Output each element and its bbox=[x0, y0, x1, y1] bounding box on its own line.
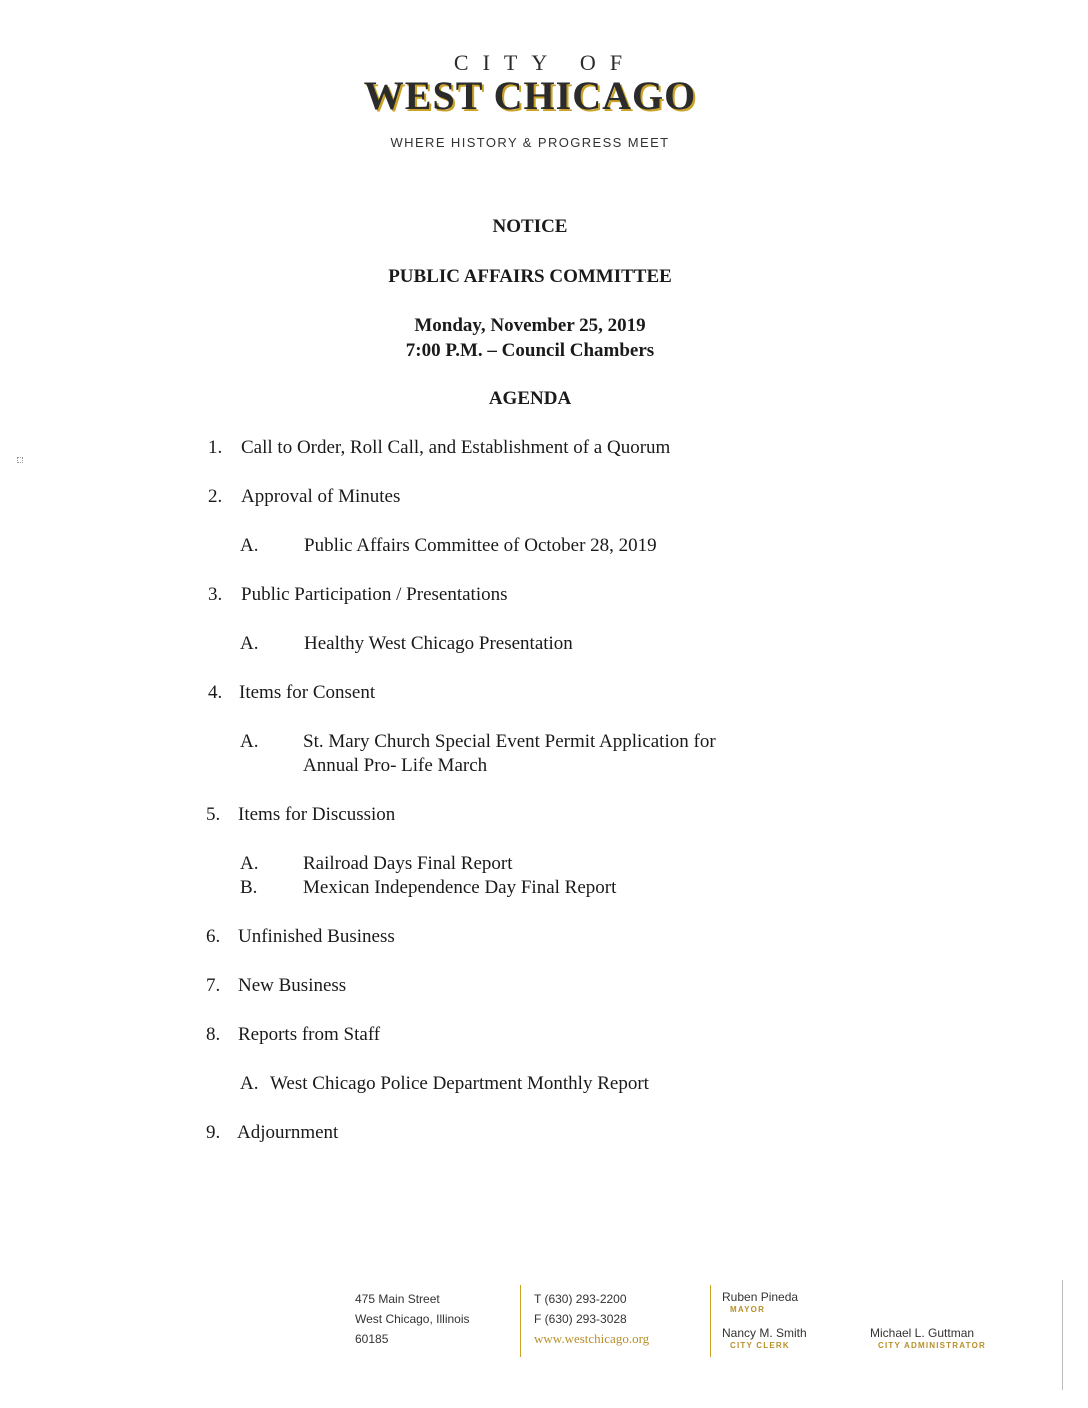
footer-contact bbox=[534, 1289, 649, 1349]
footer-address bbox=[355, 1289, 470, 1349]
agenda-item-number: 1. bbox=[208, 437, 223, 458]
meeting-time-place: 7:00 P.M. – Council Chambers bbox=[405, 340, 655, 361]
agenda-item-text: Items for Discussion bbox=[238, 804, 396, 825]
subitem-letter: A. bbox=[240, 1073, 259, 1094]
agenda-item-number: 7. bbox=[206, 975, 221, 996]
agenda-item-text: Adjournment bbox=[237, 1122, 339, 1143]
page-edge-mark bbox=[1062, 1280, 1063, 1390]
subitem-text: Railroad Days Final Report bbox=[303, 853, 513, 874]
subitem-letter: B. bbox=[240, 877, 258, 898]
fax-number: F (630) 293-3028 bbox=[534, 1312, 627, 1326]
subitem-text: St. Mary Church Special Event Permit Application for bbox=[303, 731, 716, 752]
subitem-text: Healthy West Chicago Presentation bbox=[304, 633, 573, 654]
agenda-item-text: Call to Order, Roll Call, and Establishment of a Quorum bbox=[241, 437, 671, 458]
scan-mark bbox=[17, 457, 23, 463]
address-line: 60185 bbox=[355, 1332, 389, 1346]
footer-officials bbox=[722, 1290, 807, 1351]
administrator-name: Michael L. Guttman bbox=[870, 1326, 975, 1340]
subitem-text: West Chicago Police Department Monthly Report bbox=[270, 1073, 649, 1094]
clerk-name: Nancy M. Smith bbox=[722, 1326, 807, 1340]
address-line: West Chicago, Illinois bbox=[355, 1312, 470, 1326]
subitem-text: Mexican Independence Day Final Report bbox=[303, 877, 617, 898]
footer-divider bbox=[520, 1285, 521, 1357]
agenda-heading: AGENDA bbox=[488, 388, 572, 409]
agenda-item-number: 3. bbox=[208, 584, 223, 605]
meeting-date: Monday, November 25, 2019 bbox=[414, 315, 646, 336]
subitem-letter: A. bbox=[240, 853, 259, 874]
logo-tagline: WHERE HISTORY & PROGRESS MEET bbox=[390, 135, 670, 150]
committee-heading: PUBLIC AFFAIRS COMMITTEE bbox=[388, 266, 672, 287]
logo-west-chicago: WEST CHICAGO bbox=[363, 73, 697, 118]
agenda-item-text: Items for Consent bbox=[239, 682, 376, 703]
mayor-role: MAYOR bbox=[730, 1305, 766, 1314]
footer-divider bbox=[710, 1285, 711, 1357]
agenda-item-text: Approval of Minutes bbox=[241, 486, 401, 507]
agenda-item-number: 9. bbox=[206, 1122, 221, 1143]
address-line: 475 Main Street bbox=[355, 1292, 440, 1306]
subitem-letter: A. bbox=[240, 731, 259, 752]
logo-city-of: CITY OF bbox=[453, 50, 637, 75]
notice-heading: NOTICE bbox=[492, 216, 568, 237]
agenda-item-number: 8. bbox=[206, 1024, 221, 1045]
administrator-role: CITY ADMINISTRATOR bbox=[878, 1341, 986, 1350]
agenda-item-number: 5. bbox=[206, 804, 221, 825]
website-link[interactable]: www.westchicago.org bbox=[534, 1331, 650, 1346]
agenda-item-text: Unfinished Business bbox=[238, 926, 395, 947]
agenda-item-text: New Business bbox=[238, 975, 347, 996]
agenda-item-number: 2. bbox=[208, 486, 223, 507]
phone-number: T (630) 293-2200 bbox=[534, 1292, 627, 1306]
footer-administrator bbox=[870, 1326, 986, 1351]
agenda-item-number: 6. bbox=[206, 926, 221, 947]
subitem-text-continued: Annual Pro- Life March bbox=[303, 755, 488, 776]
subitem-letter: A. bbox=[240, 535, 259, 556]
agenda-item-text: Public Participation / Presentations bbox=[241, 584, 508, 605]
subitem-text: Public Affairs Committee of October 28, 2019 bbox=[304, 535, 657, 556]
agenda-item-text: Reports from Staff bbox=[238, 1024, 381, 1045]
clerk-role: CITY CLERK bbox=[730, 1341, 790, 1350]
mayor-name: Ruben Pineda bbox=[722, 1290, 799, 1304]
subitem-letter: A. bbox=[240, 633, 259, 654]
agenda-item-number: 4. bbox=[208, 682, 223, 703]
